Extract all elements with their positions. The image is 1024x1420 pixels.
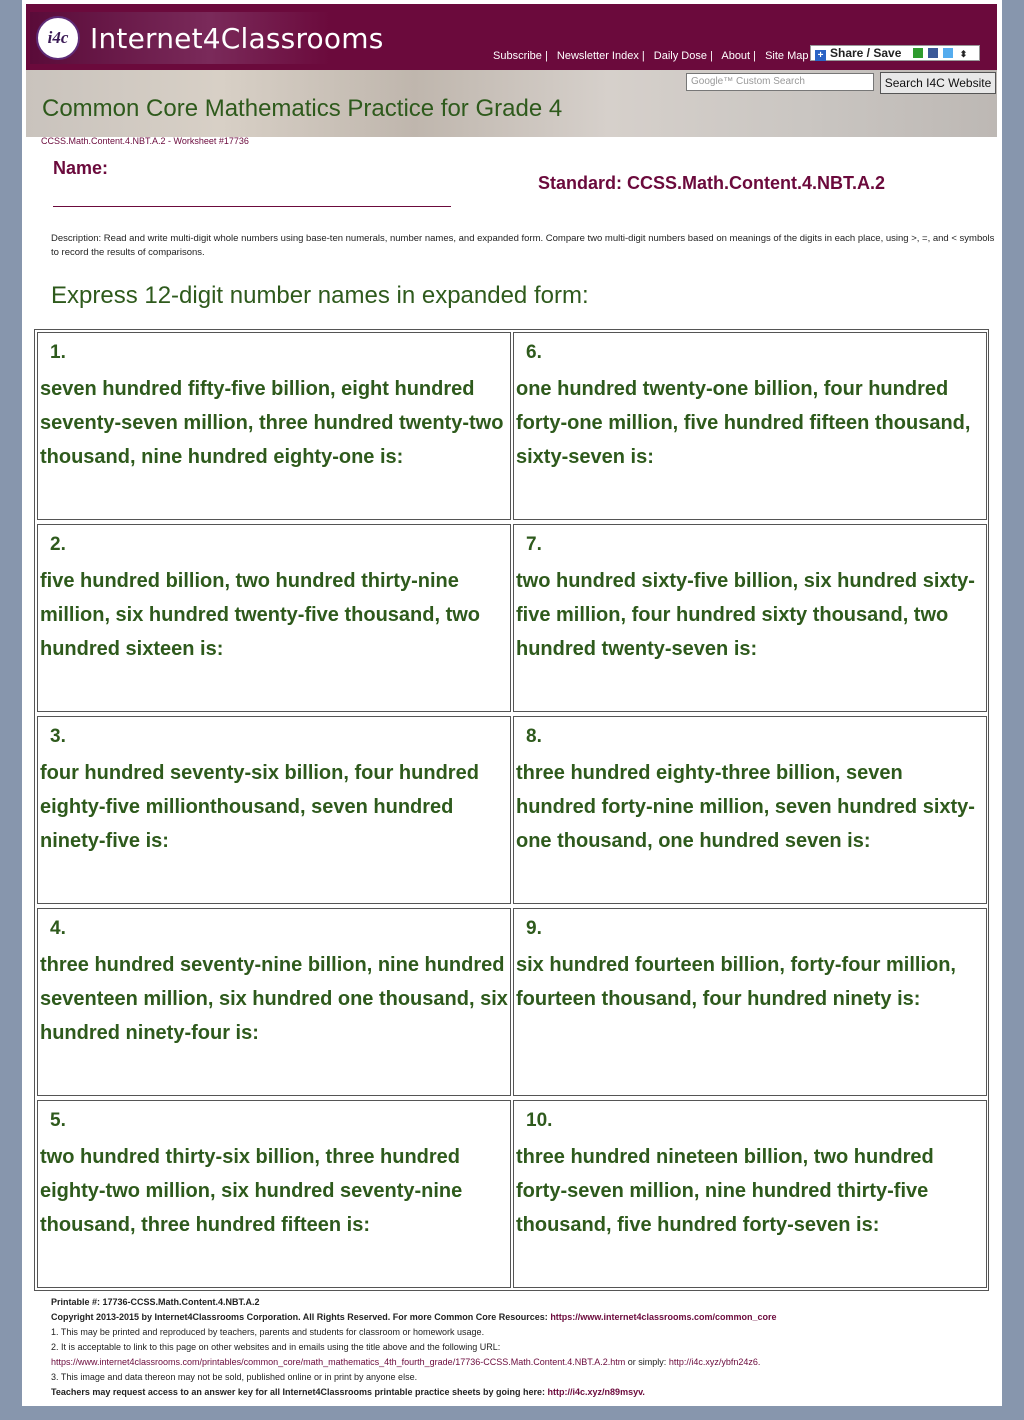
nav-subscribe-link[interactable]: Subscribe | [493,50,548,62]
problem-number: 2. [50,534,66,555]
problem-cell [37,908,511,1096]
answer-key-text: Teachers may request access to an answer key for all Internet4Classrooms printable practice sheets by going here: [51,1387,546,1397]
search-input[interactable]: Google™ Custom Search [686,73,874,91]
problem-text: four hundred seventy-six billion, four hundred eighty-five millionthousand, seven hundred ninety-five is: [40,762,479,852]
nav-site-map-link[interactable]: Site Map [765,50,809,62]
site-logo[interactable] [30,12,384,64]
site-header [26,4,997,70]
printable-number: Printable #: 17736-CCSS.Math.Content.4.NBT.A.2 [51,1297,260,1307]
problem-text: three hundred eighty-three billion, seven hundred forty-nine million, seven hundred sixty-one thousand, one hundred seven is: [516,762,975,852]
problem-text: two hundred sixty-five billion, six hundred sixty-five million, four hundred sixty thousand, two hundred twenty-seven is: [516,570,975,660]
worksheet-url-link[interactable]: https://www.internet4classrooms.com/printables/common_core/math_mathematics_4th_fourth_grade/17736-CCSS.Math.Content.4.NBT.A.2.htm [51,1357,626,1367]
problem-text: six hundred fourteen billion, forty-four million, fourteen thousand, four hundred ninety is: [516,954,956,1010]
problem-cell [513,524,987,712]
problem-cell [513,1100,987,1288]
problem-number: 9. [526,918,542,939]
page-title: Common Core Mathematics Practice for Grade 4 [42,95,563,122]
share-label: Share / Save [830,46,902,60]
problem-text: three hundred nineteen billion, two hundred forty-seven million, nine hundred thirty-five thousand, five hundred forty-seven is: [516,1146,934,1236]
page-footer [51,1295,991,1400]
usage-note-3: 3. This image and data thereon may not be sold, published online or in print by anyone else. [51,1372,418,1382]
usage-note-2: 2. It is acceptable to link to this page on other websites and in emails using the title above and the following URL: [51,1342,501,1352]
logo-icon: i4c [36,16,80,60]
problem-text: five hundred billion, two hundred thirty-nine million, six hundred twenty-five thousand, two hundred sixteen is: [40,570,481,660]
copyright-text: Copyright 2013-2015 by Internet4Classrooms Corporation. All Rights Reserved. For more Common Core Resources: [51,1312,548,1322]
problem-cell [37,332,511,520]
worksheet-reference[interactable]: CCSS.Math.Content.4.NBT.A.2 - Worksheet #17736 [41,136,249,146]
common-core-link[interactable]: https://www.internet4classrooms.com/common_core [550,1312,777,1322]
problem-number: 6. [526,342,542,363]
share-save-button[interactable] [810,45,980,61]
problem-cell [37,716,511,904]
short-url-link[interactable]: http://i4c.xyz/ybfn24z6. [668,1357,761,1367]
standard-label: Standard: CCSS.Math.Content.4.NBT.A.2 [538,173,886,193]
problem-number: 10. [526,1110,553,1131]
problem-number: 1. [50,342,66,363]
instructions-heading: Express 12-digit number names in expanded form: [51,282,589,309]
usage-note-1: 1. This may be printed and reproduced by teachers, parents and students for classroom or homework usage. [51,1327,485,1337]
twitter-icon [943,48,953,58]
nav-daily-dose-link[interactable]: Daily Dose | [653,50,713,62]
email-share-icon [913,48,923,58]
copyright-line [51,1310,991,1325]
problem-number: 5. [50,1110,66,1131]
name-blank-line [53,206,451,207]
problem-text: seven hundred fifty-five billion, eight hundred seventy-seven million, three hundred twenty-two thousand, nine hundred eighty-one is: [40,378,504,468]
facebook-icon [928,48,938,58]
usage-note-2-urls [51,1355,991,1370]
problem-cell [513,332,987,520]
problem-text: one hundred twenty-one billion, four hundred forty-one million, five hundred fifteen thousand, sixty-seven is: [516,378,971,468]
problem-cell [513,908,987,1096]
problem-number: 3. [50,726,66,747]
site-name: Internet4Classrooms [90,22,384,55]
nav-about-link[interactable]: About | [721,50,757,62]
problem-cell [37,1100,511,1288]
problem-text: three hundred seventy-nine billion, nine hundred seventeen million, six hundred one thousand, six hundred ninety-four is: [40,954,508,1044]
problem-grid [34,329,989,1291]
name-label: Name: [53,158,109,178]
top-navigation [493,50,815,62]
problem-number: 7. [526,534,542,555]
share-plus-icon: + [815,50,826,61]
nav-newsletter-link[interactable]: Newsletter Index | [556,50,645,62]
answer-key-line [51,1385,991,1400]
or-simply-text: or simply: [627,1357,667,1367]
chevron-updown-icon: ⬍ [959,49,968,59]
problem-text: two hundred thirty-six billion, three hundred eighty-two million, six hundred seventy-nine thousand, three hundred fifteen is: [40,1146,463,1236]
problem-cell [37,524,511,712]
worksheet-page [22,0,1002,1406]
answer-key-link[interactable]: http://i4c.xyz/n89msyv. [547,1387,645,1397]
problem-cell [513,716,987,904]
problem-number: 4. [50,918,66,939]
description-text: Description: Read and write multi-digit whole numbers using base-ten numerals, number names, and expanded form. Compare two multi-digit numbers based on meanings of the digits in each place, using >, =, and < symbols to record the results of comparisons. [51,233,995,258]
search-button[interactable]: Search I4C Website [880,72,996,94]
problem-number: 8. [526,726,542,747]
